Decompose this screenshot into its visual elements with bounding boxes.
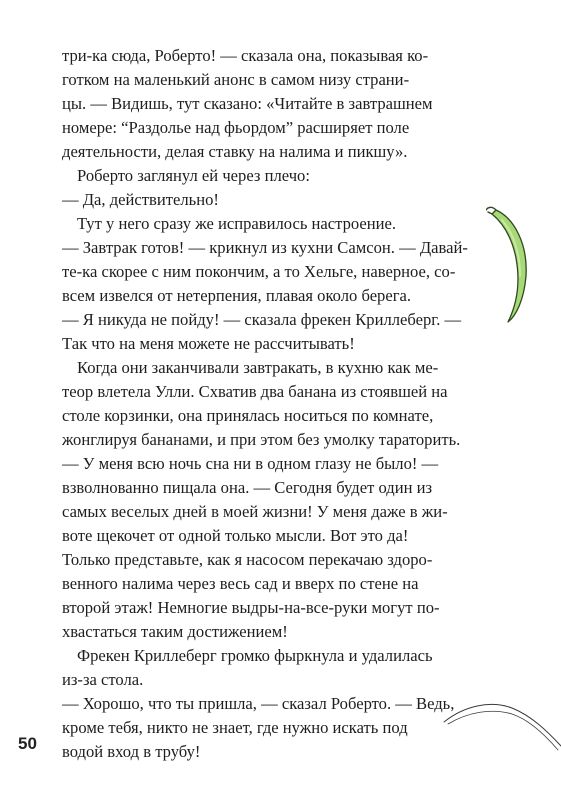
text-line: теор влетела Улли. Схватив два банана из стоявшей на [62,382,448,401]
text-line: три-ка сюда, Роберто! — сказала она, показывая ко- [62,46,429,65]
text-line: второй этаж! Немногие выдры-на-все-руки могут по- [62,598,440,617]
text-line: номере: “Раздолье над фьордом” расширяет поле [62,118,410,137]
text-line: — Завтрак готов! — крикнул из кухни Самсон. — Давай- [62,238,468,257]
text-line: Когда они заканчивали завтракать, в кухню как ме- [77,358,439,377]
text-line: Так что на меня можете не рассчитывать! [62,334,355,353]
banana-illustration [486,196,536,326]
text-line: всем извелся от нетерпения, плавая около берега. [62,286,412,305]
text-line: те-ка скорее с ним покончим, а то Хельге, наверное, со- [62,262,456,281]
text-line: самых веселых дней в моей жизни! У меня даже в жи- [62,502,448,521]
body-text [62,44,492,764]
text-line: — Я никуда не пойду! — сказала фрекен Криллеберг. — [62,310,462,329]
text-line: хвастаться таким достижением! [62,622,288,641]
text-line: жонглируя бананами, и при этом без умолку тараторить. [62,430,461,449]
sketch-line-inner [448,711,558,750]
text-line: венного налима через весь сад и вверх по стене на [62,574,419,593]
text-line: взволнованно пищала она. — Сегодня будет один из [62,478,433,497]
text-line: Только представьте, как я насосом перекачаю здоро- [62,550,433,569]
text-line: Тут у него сразу же исправилось настроение. [77,214,397,233]
text-line: воте щекочет от одной только мысли. Вот это да! [62,526,409,545]
banana-peel-sketch [440,692,561,752]
text-line: готком на маленький анонс в самом низу страни- [62,70,410,89]
text-line: Роберто заглянул ей через плечо: [77,166,310,185]
text-line: кроме тебя, никто не знает, где нужно искать под [62,718,408,737]
sketch-line-outer [444,704,561,746]
text-line: — У меня всю ночь сна ни в одном глазу не было! — [62,454,439,473]
text-line: из-за стола. [62,670,144,689]
text-line: столе корзинки, она принялась носиться по комнате, [62,406,434,425]
text-line: — Да, действительно! [62,190,219,209]
text-line: цы. — Видишь, тут сказано: «Читайте в завтрашнем [62,94,433,113]
page-number: 50 [18,734,37,753]
text-line: Фрекен Криллеберг громко фыркнула и удалилась [77,646,433,665]
text-line: — Хорошо, что ты пришла, — сказал Роберто. — Ведь, [62,694,455,713]
text-line: водой вход в трубу! [62,742,201,761]
text-line: деятельности, делая ставку на налима и пикшу». [62,142,408,161]
banana-body [492,210,526,322]
